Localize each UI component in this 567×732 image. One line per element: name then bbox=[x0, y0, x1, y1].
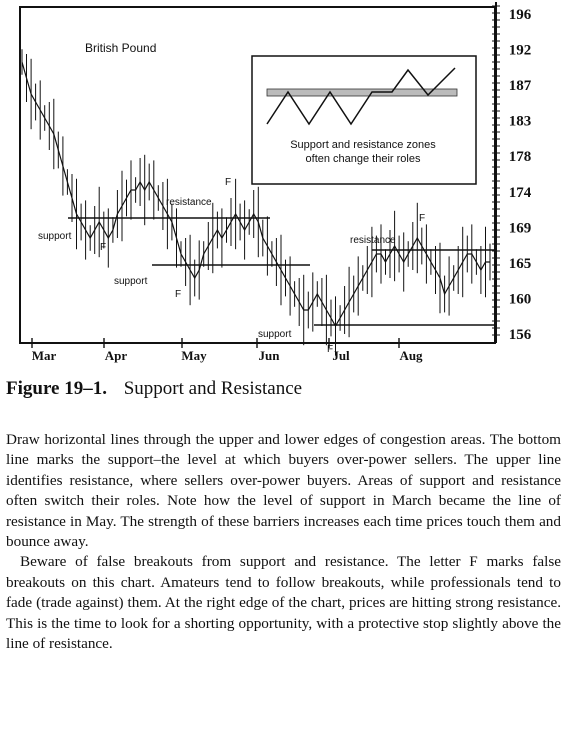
price-axis-tick-label: 156 bbox=[508, 327, 532, 343]
annotation-f-4: F bbox=[327, 344, 334, 355]
chart-title: British Pound bbox=[85, 41, 157, 55]
figure-title: Support and Resistance bbox=[123, 378, 303, 399]
month-axis-tick-label: May bbox=[181, 348, 207, 363]
inset-box bbox=[252, 56, 476, 184]
price-axis-tick-label: 192 bbox=[508, 42, 532, 59]
body-text bbox=[6, 430, 561, 654]
price-axis-tick-label: 196 bbox=[508, 7, 532, 23]
annotation-resistance-1: resistance bbox=[166, 197, 212, 208]
month-axis-tick-label: Mar bbox=[31, 348, 57, 363]
body-paragraph-2: Beware of false breakouts from support and resistance. The letter F marks false breakouts on this chart. Amateurs tend to follow breakouts, while professionals tend to fade (trade against) them. At the right edge of the chart, prices are hitting strong resistance. This is the time to look for a shorting opportunity, with a protective stop slightly above the line of resistance. bbox=[6, 553, 561, 653]
annotation-f-2: F bbox=[225, 177, 232, 188]
price-axis-tick-label: 178 bbox=[508, 149, 532, 166]
annotation-resistance-2: resistance bbox=[350, 235, 396, 246]
month-axis bbox=[20, 338, 496, 363]
annotation-support-3: support bbox=[258, 329, 292, 340]
annotation-f-3: F bbox=[175, 289, 182, 300]
inset-caption-line-2: often change their roles bbox=[305, 153, 421, 165]
price-axis-tick-label: 160 bbox=[508, 291, 532, 308]
figure-number: Figure 19–1. bbox=[6, 378, 107, 399]
month-axis-tick-label: Aug bbox=[399, 348, 423, 363]
body-paragraph-1: Draw horizontal lines through the upper and lower edges of congestion areas. The bottom line marks the support–the level at which buyers over-power sellers. The upper line identifies resistance, where sellers over-power buyers. Areas of support and resistance often switch their roles. Note how the level of support in March became the line of resistance in May. The strength of these barriers increases each time prices touch them and bounce away. bbox=[6, 431, 561, 551]
figure-caption bbox=[6, 378, 561, 400]
month-axis-tick-label: Apr bbox=[104, 348, 128, 363]
price-axis-tick-label: 169 bbox=[508, 220, 532, 237]
annotation-support-2: support bbox=[114, 276, 148, 287]
price-axis-tick-label: 165 bbox=[508, 255, 532, 272]
inset-caption-line-1: Support and resistance zones bbox=[290, 139, 436, 151]
annotation-support-1: support bbox=[38, 231, 72, 242]
price-axis-tick-label: 183 bbox=[508, 113, 532, 130]
month-axis-tick-label: Jul bbox=[332, 348, 350, 363]
price-axis bbox=[492, 2, 532, 343]
price-axis-tick-label: 174 bbox=[508, 184, 532, 201]
annotation-f-5: F bbox=[419, 213, 426, 224]
price-axis-tick-label: 187 bbox=[508, 78, 532, 95]
month-axis-tick-label: Jun bbox=[258, 348, 280, 363]
annotation-f-1: F bbox=[100, 242, 107, 253]
